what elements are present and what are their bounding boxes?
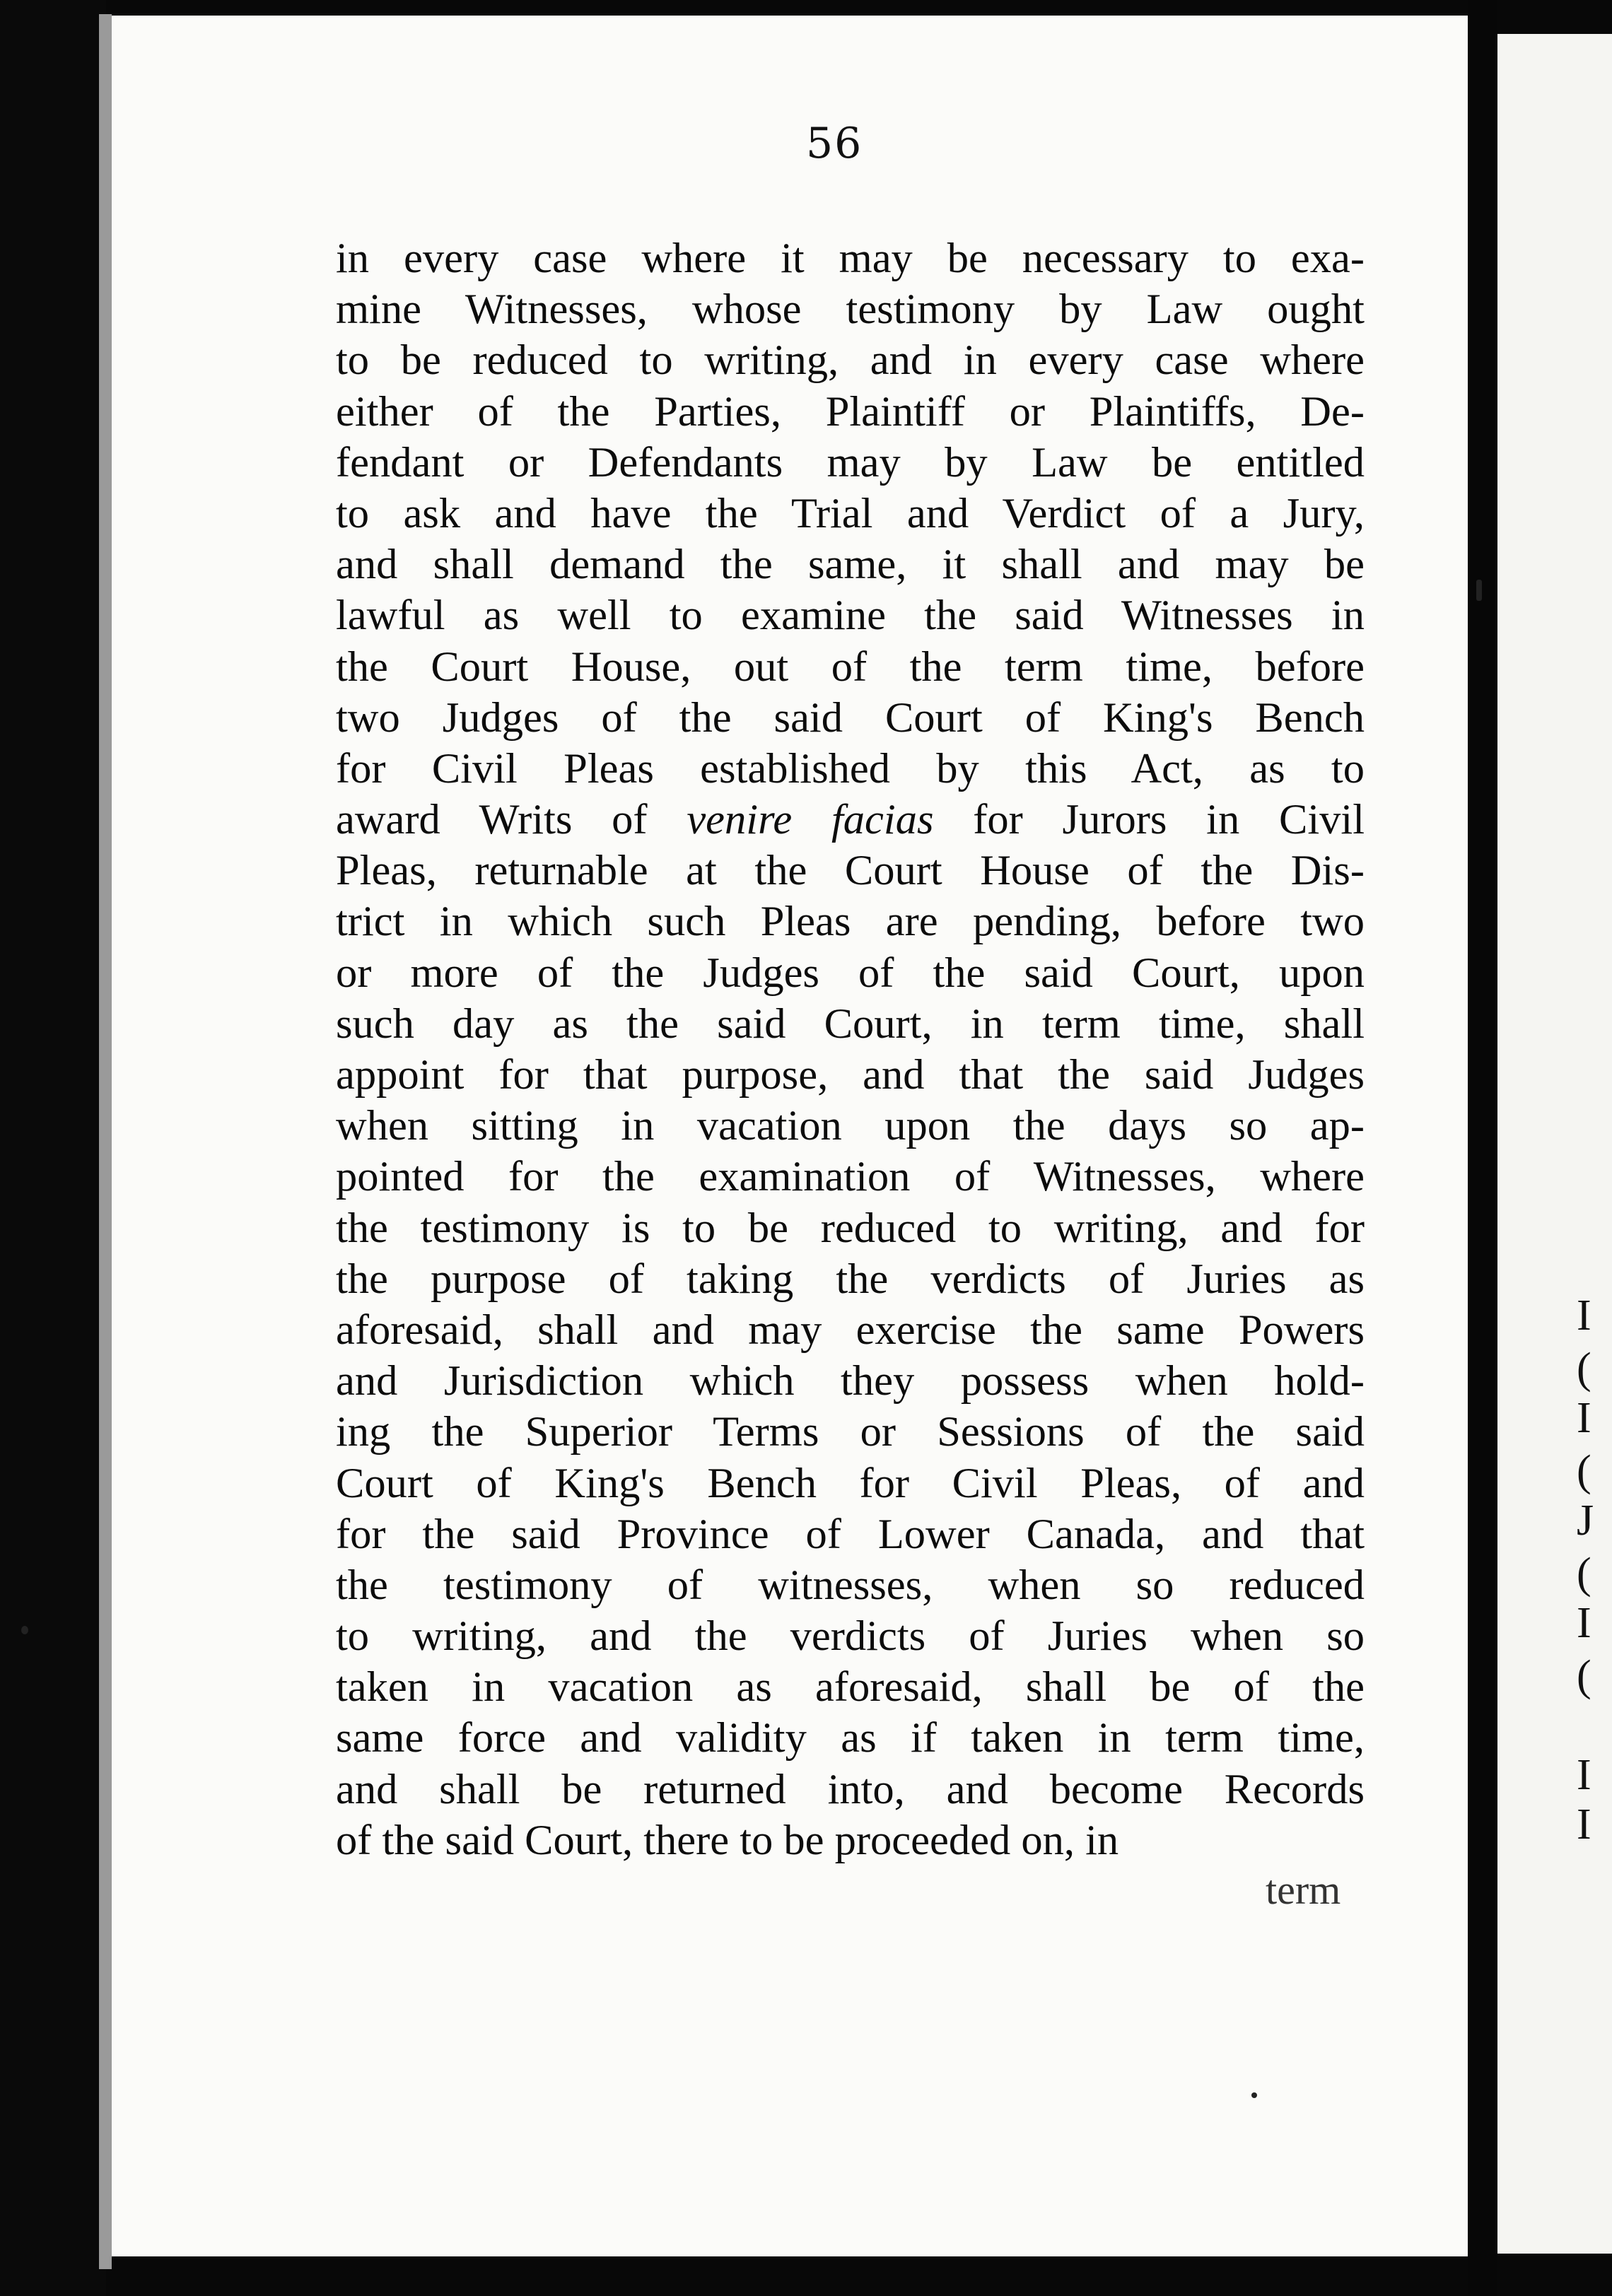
text-line: and Jurisdiction which they possess when hold- (336, 1357, 1365, 1405)
text-line: pointed for the examination of Witnesses, where (336, 1153, 1365, 1201)
ink-speck (1251, 2092, 1257, 2098)
text-line: when sitting in vacation upon the days so ap- (336, 1102, 1365, 1150)
text-line: and shall be returned into, and become Records (336, 1765, 1365, 1813)
text-line: and shall demand the same, it shall and may be (336, 541, 1365, 589)
italic-phrase: venire facias (687, 796, 934, 844)
text-line: award Writs of venire facias for Jurors in Civil (336, 796, 1365, 844)
facing-page-letter: I (1577, 1751, 1591, 1799)
left-binding-edge (0, 0, 106, 2296)
text-line: to writing, and the verdicts of Juries when so (336, 1612, 1365, 1660)
text-line: appoint for that purpose, and that the said Judges (336, 1051, 1365, 1099)
facing-page-edge (1497, 34, 1612, 2254)
text-line: the purpose of taking the verdicts of Juries as (336, 1255, 1365, 1303)
text-line: two Judges of the said Court of King's Bench (336, 693, 1365, 742)
page-number: 56 (806, 119, 863, 168)
facing-page-letter: J (1577, 1496, 1594, 1545)
ink-speck (21, 1626, 28, 1634)
text-line: fendant or Defendants may by Law be entitled (336, 438, 1365, 486)
text-line: aforesaid, shall and may exercise the same Powers (336, 1306, 1365, 1354)
facing-page-letter: I (1577, 1800, 1591, 1849)
text-line: ing the Superior Terms or Sessions of the said (336, 1408, 1365, 1456)
text-line: for Civil Pleas established by this Act, as to (336, 744, 1365, 792)
facing-page-letter: I (1577, 1599, 1591, 1647)
gutter-shadow (1468, 0, 1497, 2296)
text-line: or more of the Judges of the said Court, upon (336, 949, 1365, 997)
facing-page-letter: ( (1577, 1652, 1591, 1700)
page-body-text (336, 233, 1365, 1866)
facing-page-letter: I (1577, 1292, 1591, 1340)
text-line: taken in vacation as aforesaid, shall be of the (336, 1663, 1365, 1711)
left-page-edge-strip (99, 14, 112, 2269)
text-line: Court of King's Bench for Civil Pleas, of and (336, 1459, 1365, 1507)
text-line: the Court House, out of the term time, before (336, 643, 1365, 691)
text-line: of the said Court, there to be proceeded on, in (336, 1816, 1119, 1864)
text-line: the testimony is to be reduced to writing, and for (336, 1204, 1365, 1252)
text-line: either of the Parties, Plaintiff or Plaintiffs, De- (336, 387, 1365, 435)
text-line: in every case where it may be necessary to exa- (336, 235, 1365, 282)
facing-page-letter: ( (1577, 1447, 1591, 1495)
text-line: the testimony of witnesses, when so reduced (336, 1561, 1365, 1609)
text-line: such day as the said Court, in term time, shall (336, 1000, 1365, 1048)
text-line: Pleas, returnable at the Court House of the Dis- (336, 847, 1365, 895)
text-line: same force and validity as if taken in term time, (336, 1714, 1365, 1762)
text-line: mine Witnesses, whose testimony by Law ought (336, 286, 1365, 334)
text-line: lawful as well to examine the said Witnesses in (336, 592, 1365, 640)
facing-page-letter: ( (1577, 1550, 1591, 1598)
text-line: trict in which such Pleas are pending, before two (336, 898, 1365, 946)
facing-page-letter: ( (1577, 1345, 1591, 1393)
text-line: to be reduced to writing, and in every case where (336, 336, 1365, 385)
text-line: to ask and have the Trial and Verdict of a Jury, (336, 489, 1365, 537)
ink-speck (1476, 580, 1482, 601)
text-line: for the said Province of Lower Canada, and that (336, 1510, 1365, 1558)
catchword: term (1266, 1867, 1341, 1913)
facing-page-letter: I (1577, 1394, 1591, 1442)
